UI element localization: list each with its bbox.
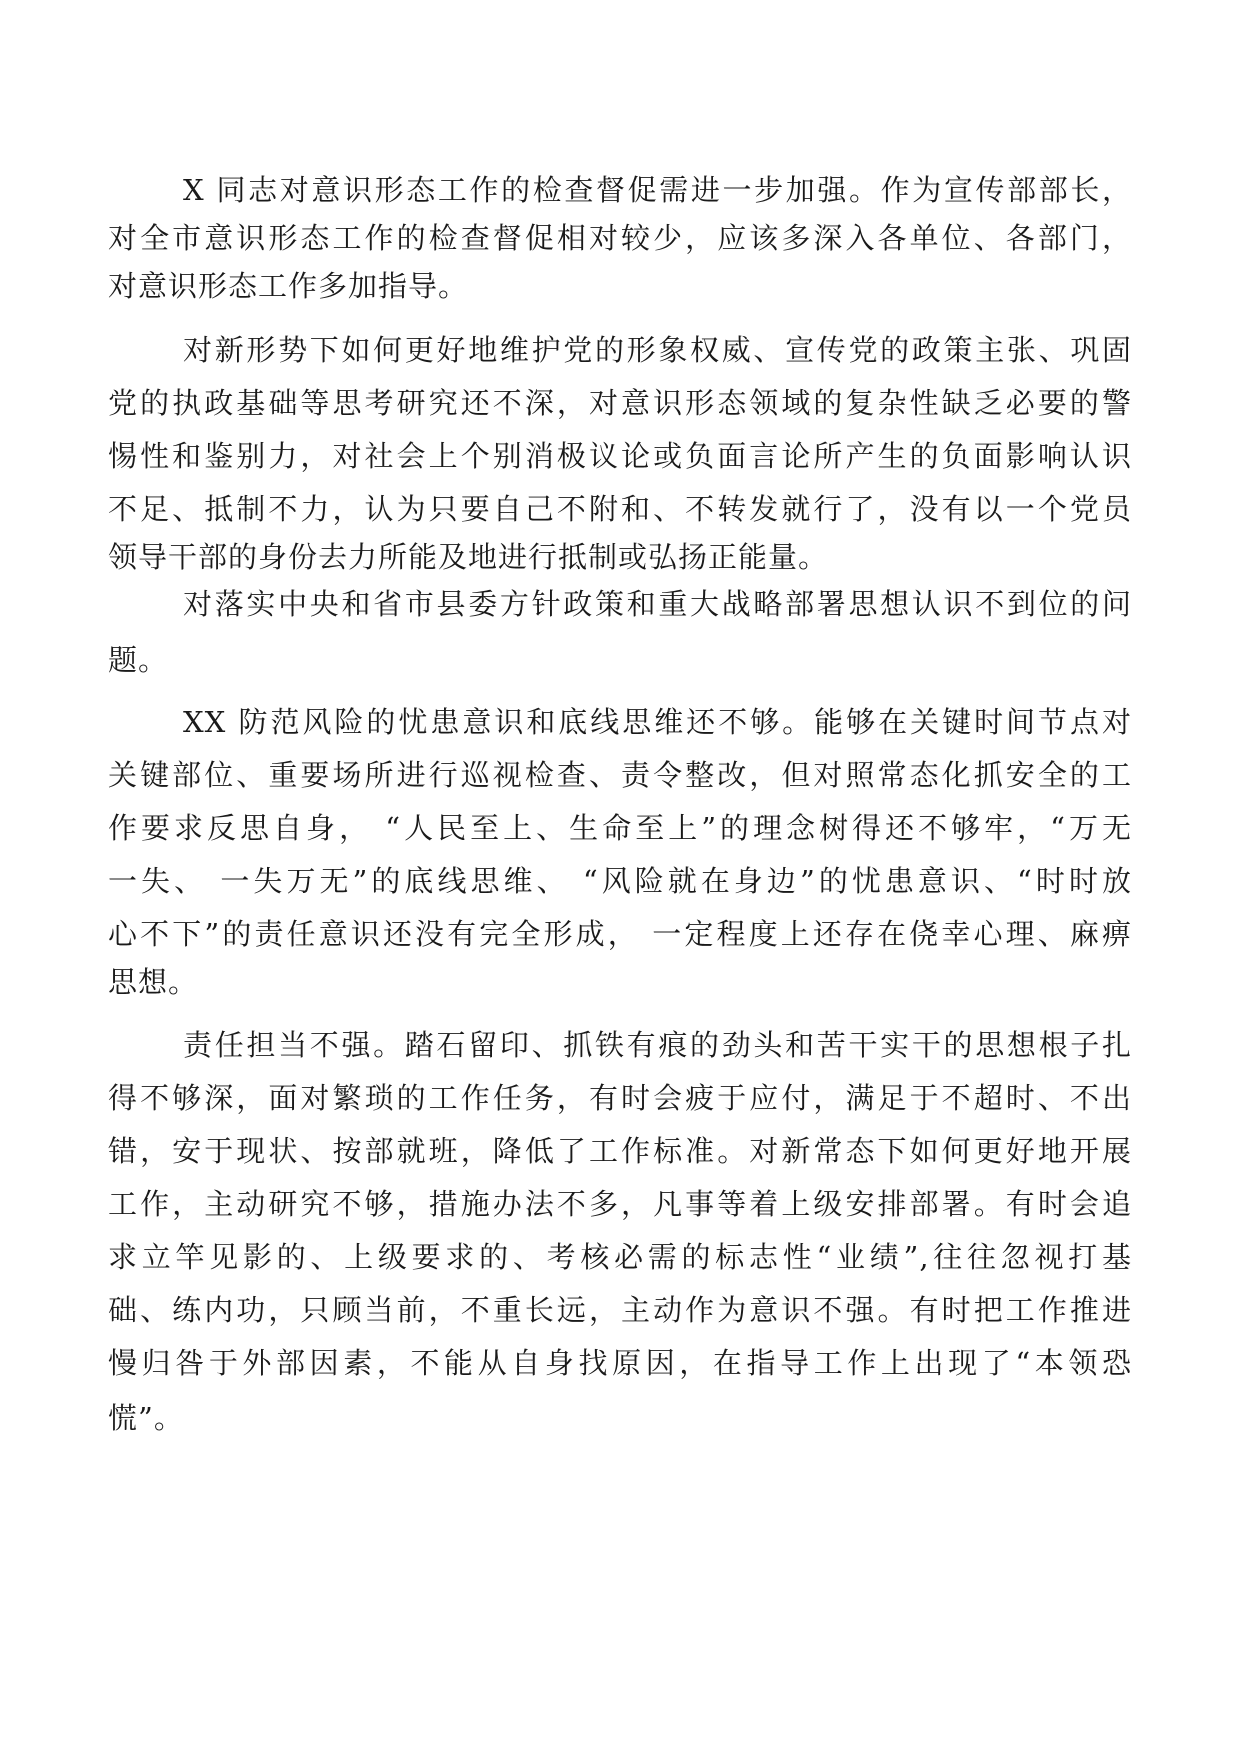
paragraph-line: 领导干部的身份去力所能及地进行抵制或弘扬正能量。 (108, 540, 829, 574)
paragraph-line: 党的执政基础等思考研究还不深，对意识形态领域的复杂性缺乏必要的警 (108, 386, 1132, 420)
paragraph-line: 工作，主动研究不够，措施办法不多，凡事等着上级安排部署。有时会追 (108, 1187, 1132, 1221)
paragraph-line: 关键部位、重要场所进行巡视检查、责令整改，但对照常态化抓安全的工 (108, 758, 1132, 792)
paragraph-line: 慌”。 (108, 1401, 184, 1435)
paragraph-line: 错，安于现状、按部就班，降低了工作标准。对新常态下如何更好地开展 (108, 1134, 1132, 1168)
paragraph-line: 得不够深，面对繁琐的工作任务，有时会疲于应付，满足于不超时、不出 (108, 1081, 1132, 1115)
paragraph-line: 作要求反思自身， “人民至上、生命至上”的理念树得还不够牢，“万无 (108, 811, 1132, 845)
paragraph-line: 求立竿见影的、上级要求的、考核必需的标志性“业绩”,往往忽视打基 (108, 1240, 1132, 1274)
paragraph-line: 对落实中央和省市县委方针政策和重大战略部署思想认识不到位的问 (183, 587, 1132, 621)
paragraph-line: XX 防范风险的忧患意识和底线思维还不够。能够在关键时间节点对 (183, 705, 1132, 739)
paragraph-line: 不足、抵制不力，认为只要自己不附和、不转发就行了，没有以一个党员 (108, 492, 1132, 526)
paragraph-line: 题。 (108, 643, 169, 677)
paragraph-line: 对全市意识形态工作的检查督促相对较少，应该多深入各单位、各部门， (108, 221, 1132, 255)
paragraph-line: 惕性和鉴别力，对社会上个别消极议论或负面言论所产生的负面影响认识 (108, 439, 1132, 473)
paragraph-line: 慢归咎于外部因素，不能从自身找原因，在指导工作上出现了“本领恐 (108, 1346, 1132, 1380)
paragraph-line: 心不下”的责任意识还没有完全形成， 一定程度上还存在侥幸心理、麻痹 (108, 917, 1132, 951)
paragraph-line: 思想。 (108, 965, 199, 999)
paragraph-line: 对意识形态工作多加指导。 (108, 269, 469, 303)
paragraph-line: X 同志对意识形态工作的检查督促需进一步加强。作为宣传部部长， (183, 173, 1132, 207)
paragraph-line: 对新形势下如何更好地维护党的形象权威、宣传党的政策主张、巩固 (183, 333, 1132, 367)
paragraph-line: 责任担当不强。踏石留印、抓铁有痕的劲头和苦干实干的思想根子扎 (183, 1028, 1132, 1062)
paragraph-line: 础、练内功，只顾当前，不重长远，主动作为意识不强。有时把工作推进 (108, 1293, 1132, 1327)
paragraph-line: 一失、 一失万无”的底线思维、 “风险就在身边”的忧患意识、“时时放 (108, 864, 1132, 898)
